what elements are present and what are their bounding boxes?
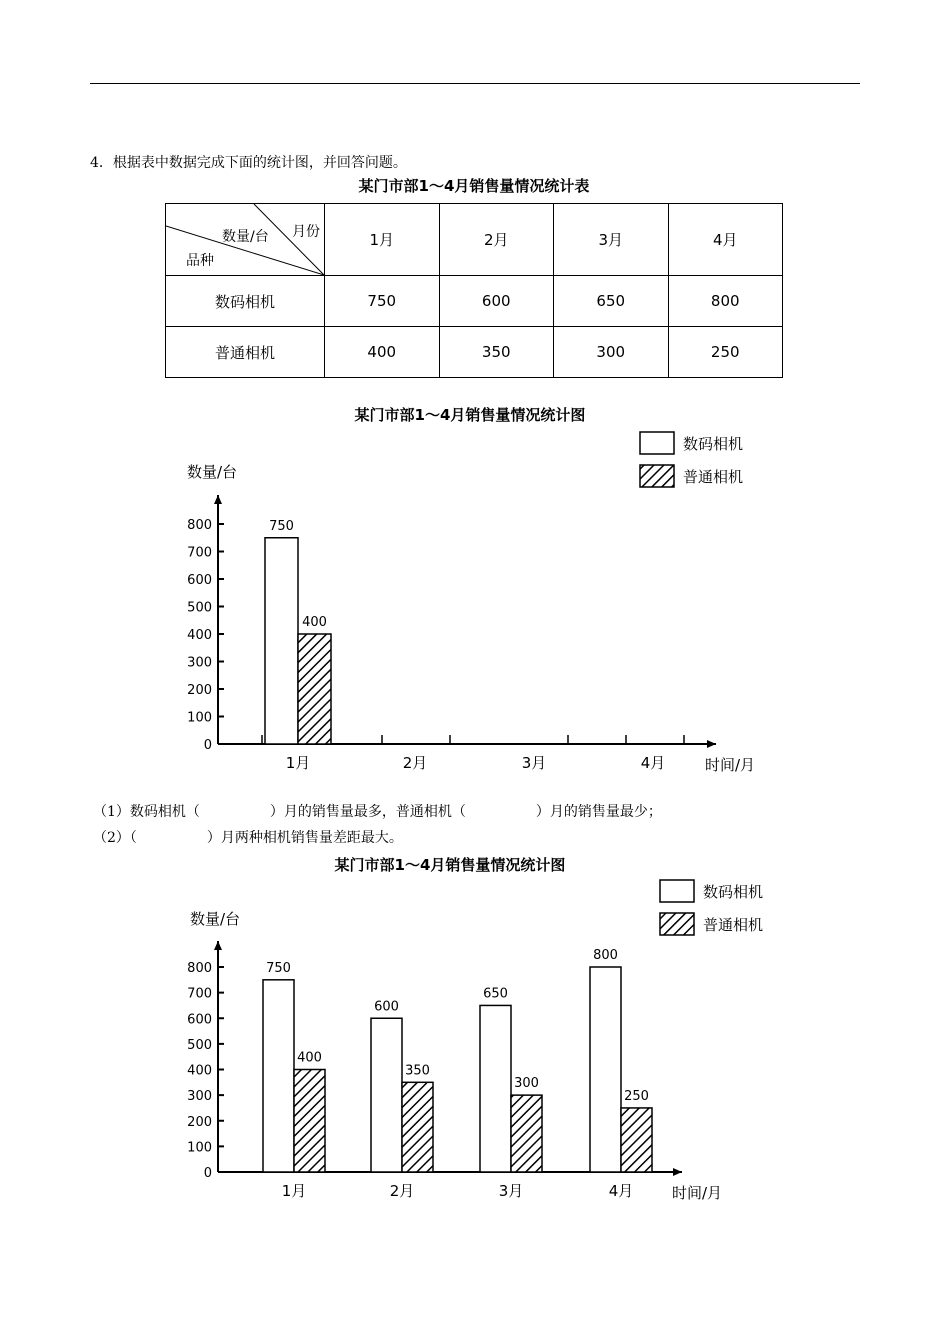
table-corner-cell xyxy=(166,204,325,276)
x-axis-arrow xyxy=(707,740,716,748)
x-tick-label: 4月 xyxy=(640,754,666,772)
legend-label: 普通相机 xyxy=(703,916,764,934)
x-tick-label: 3月 xyxy=(521,754,547,772)
y-tick-label: 400 xyxy=(187,628,212,643)
data-label: 750 xyxy=(269,518,294,534)
stats-table xyxy=(165,203,783,378)
bar xyxy=(511,1095,542,1172)
bar xyxy=(371,1018,402,1172)
data-label: 400 xyxy=(302,615,327,630)
data-label: 250 xyxy=(624,1088,649,1104)
table-row xyxy=(166,276,783,327)
x-axis-label: 时间/月 xyxy=(705,756,756,774)
data-label: 350 xyxy=(405,1063,430,1079)
x-tick-label: 2月 xyxy=(402,754,428,772)
subquestion-2: （2）（ ）月两种相机销售量差距最大。 xyxy=(93,830,403,846)
legend-label: 普通相机 xyxy=(683,468,744,486)
y-tick-label: 200 xyxy=(187,683,212,698)
y-tick-label: 800 xyxy=(187,961,212,976)
legend-swatch xyxy=(640,465,674,487)
table-cell: 600 xyxy=(439,276,554,327)
table-cell: 400 xyxy=(325,327,440,378)
bar xyxy=(265,538,298,744)
month-header: 3月 xyxy=(554,204,669,276)
x-tick-label: 1月 xyxy=(281,1182,307,1200)
x-axis-label: 时间/月 xyxy=(672,1184,723,1202)
y-tick-label: 500 xyxy=(187,1037,212,1053)
legend-label: 数码相机 xyxy=(683,435,744,453)
bar xyxy=(298,634,331,744)
y-tick-label: 600 xyxy=(187,573,212,588)
y-tick-label: 100 xyxy=(187,710,212,726)
corner-variety-label: 品种 xyxy=(186,253,214,269)
table-cell: 750 xyxy=(325,276,440,327)
y-tick-label: 300 xyxy=(187,1089,212,1105)
y-tick-label: 200 xyxy=(187,1114,212,1130)
bar xyxy=(590,967,621,1172)
legend-swatch xyxy=(660,880,694,902)
data-label: 400 xyxy=(297,1050,322,1066)
bar xyxy=(480,1005,511,1172)
table-header-row xyxy=(166,204,783,276)
y-axis-arrow xyxy=(214,495,222,504)
x-tick-label: 1月 xyxy=(285,754,311,772)
x-axis-arrow xyxy=(673,1168,682,1176)
corner-quantity-label: 数量/台 xyxy=(222,229,269,245)
y-tick-label: 600 xyxy=(187,1012,212,1028)
legend-label: 数码相机 xyxy=(703,883,764,901)
table-cell: 650 xyxy=(554,276,669,327)
y-tick-label: 700 xyxy=(187,545,212,561)
y-tick-label: 100 xyxy=(187,1140,212,1156)
data-label: 650 xyxy=(483,986,508,1002)
y-axis-label: 数量/台 xyxy=(190,910,241,928)
subquestion-1: （1）数码相机（ ）月的销售量最多，普通相机（ ）月的销售量最少； xyxy=(93,804,662,820)
chart1-svg xyxy=(0,425,950,785)
y-tick-label: 800 xyxy=(187,518,212,533)
y-axis-label: 数量/台 xyxy=(187,463,238,481)
table-cell: 300 xyxy=(554,327,669,378)
y-tick-label: 500 xyxy=(187,600,212,616)
bar xyxy=(263,980,294,1172)
table-row xyxy=(166,327,783,378)
y-tick-label: 700 xyxy=(187,986,212,1002)
header-rule xyxy=(90,83,860,84)
table-cell: 350 xyxy=(439,327,554,378)
data-label: 600 xyxy=(374,999,399,1015)
y-tick-label: 0 xyxy=(203,738,212,753)
bar xyxy=(621,1108,652,1172)
x-tick-label: 2月 xyxy=(389,1182,415,1200)
month-header: 2月 xyxy=(439,204,554,276)
x-tick-label: 3月 xyxy=(498,1182,524,1200)
question-text: 4．根据表中数据完成下面的统计图，并回答问题。 xyxy=(90,155,407,171)
chart1-title: 某门市部1～4月销售量情况统计图 xyxy=(354,406,586,424)
y-axis-arrow xyxy=(214,941,222,950)
table-cell: 250 xyxy=(668,327,783,378)
legend-swatch xyxy=(660,913,694,935)
bar xyxy=(402,1082,433,1172)
chart2-svg xyxy=(0,875,950,1215)
y-tick-label: 300 xyxy=(187,655,212,671)
month-header: 4月 xyxy=(668,204,783,276)
legend-swatch xyxy=(640,432,674,454)
data-label: 800 xyxy=(593,948,618,963)
corner-month-label: 月份 xyxy=(292,224,320,240)
chart2-title: 某门市部1～4月销售量情况统计图 xyxy=(334,856,566,874)
y-tick-label: 0 xyxy=(203,1166,212,1181)
table-title: 某门市部1～4月销售量情况统计表 xyxy=(358,177,590,195)
data-label: 300 xyxy=(514,1076,539,1092)
month-header: 1月 xyxy=(325,204,440,276)
bar xyxy=(294,1070,325,1173)
y-tick-label: 400 xyxy=(187,1063,212,1079)
row-name: 数码相机 xyxy=(166,276,325,327)
data-label: 750 xyxy=(266,960,291,976)
x-tick-label: 4月 xyxy=(608,1182,634,1200)
row-name: 普通相机 xyxy=(166,327,325,378)
table-cell: 800 xyxy=(668,276,783,327)
